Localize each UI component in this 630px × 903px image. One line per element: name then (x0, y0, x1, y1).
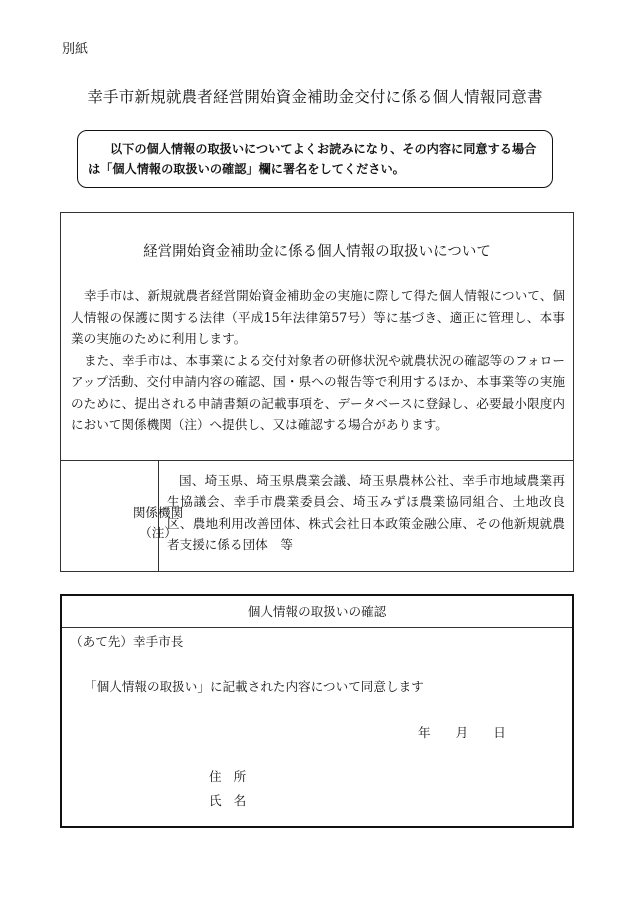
notice-line-2: は「個人情報の取扱いの確認」欄に署名をしてください。 (88, 162, 405, 176)
policy-title: 経営開始資金補助金に係る個人情報の取扱いについて (143, 244, 491, 260)
notice-line-1: 以下の個人情報の取扱いについてよくお読みになり、その内容に同意する場合 (110, 142, 537, 156)
agreement-statement: 「個人情報の取扱い」に記載された内容について同意します (84, 679, 424, 694)
related-label-line-2: （注） (139, 525, 177, 540)
related-agencies-row (61, 460, 573, 571)
address-field[interactable] (209, 766, 258, 785)
policy-main-cell (61, 213, 573, 461)
date-year-label: 年 (418, 725, 431, 740)
confirm-title: 個人情報の取扱いの確認 (62, 596, 572, 628)
policy-paragraph-2: また、幸手市は、本事業による交付対象者の研修状況や就農状況の確認等のフォローアップ活動、交付申請内容の確認、国・県への報告等で利用するほか、本事業等の実施のために、提出される申請書類の記載事項を、データベースに登録し、必要最小限度内において関係機関（注）へ提供し、又は確認する場合があります。 (71, 352, 565, 432)
address-label-2: 所 (233, 769, 247, 784)
addressee: （あて先）幸手市長 (70, 634, 184, 649)
name-label-1: 氏 (209, 793, 222, 808)
policy-paragraph-1: 幸手市は、新規就農者経営開始資金補助金の実施に際して得た個人情報について、個人情報の保護に関する法律（平成15年法律第57号）等に基づき、適正に管理し、本事業の実施のために利用します。 (71, 288, 565, 346)
date-field[interactable] (418, 722, 506, 741)
policy-body (71, 285, 565, 436)
address-label-1: 住 (209, 769, 222, 784)
privacy-policy-section (60, 212, 574, 572)
related-agencies-text: 国、埼玉県、埼玉県農業会議、埼玉県農林公社、幸手市地域農業再生協議会、幸手市農業委員会、埼玉みずほ農業協同組合、土地改良区、農地利用改善団体、株式会社日本政策金融公庫、その他新規就農者支援に係る団体 等 (167, 473, 565, 552)
related-agencies-label (61, 460, 184, 571)
name-label-2: 名 (233, 793, 247, 808)
consent-confirmation-section (60, 594, 574, 828)
name-field[interactable] (209, 790, 258, 809)
date-day-label: 日 (493, 725, 506, 740)
notice-box (77, 130, 553, 188)
related-label-line-1: 関係機関 (132, 505, 184, 520)
date-month-label: 月 (455, 725, 469, 740)
document-title: 幸手市新規就農者経営開始資金補助金交付に係る個人情報同意書 (87, 88, 543, 106)
attachment-label: 別紙 (62, 42, 89, 57)
